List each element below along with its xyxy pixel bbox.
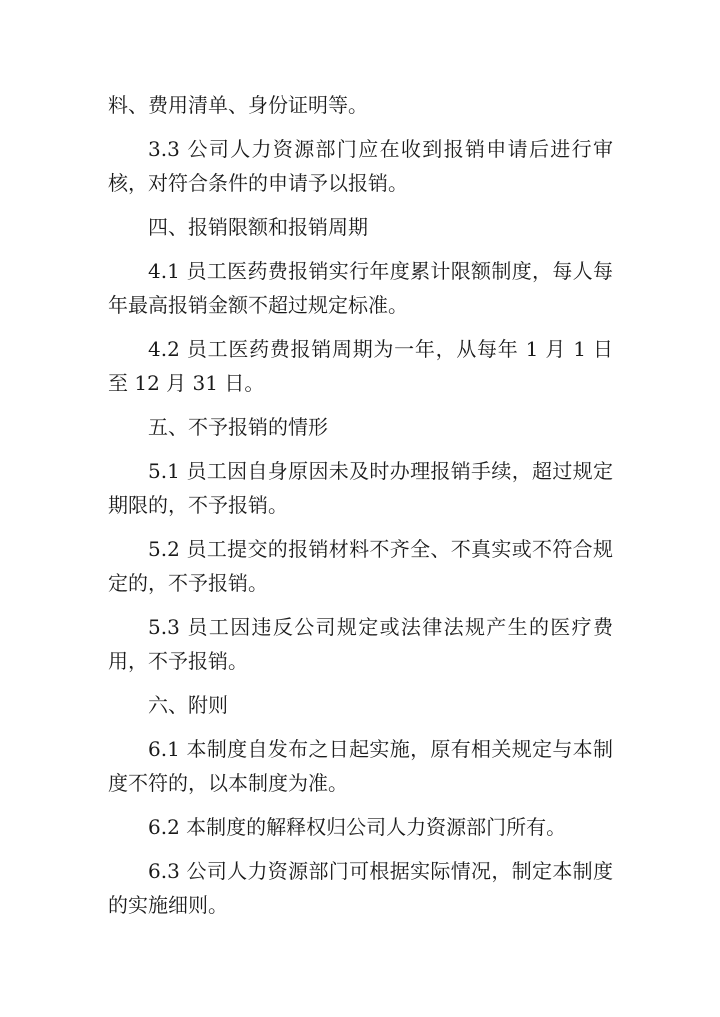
clause-5-3: 5.3 员工因违反公司规定或法律法规产生的医疗费用，不予报销。 (108, 615, 613, 673)
section-heading-4: 四、报销限额和报销周期 (148, 215, 368, 239)
paragraph-continuation: 料、费用清单、身份证明等。 (108, 93, 368, 117)
section-heading-5: 五、不予报销的情形 (148, 415, 328, 439)
clause-6-3: 6.3 公司人力资源部门可根据实际情况，制定本制度的实施细则。 (108, 859, 613, 917)
clause-4-1: 4.1 员工医药费报销实行年度累计限额制度，每人每年最高报销金额不超过规定标准。 (108, 259, 613, 317)
clause-6-1: 6.1 本制度自发布之日起实施，原有相关规定与本制度不符的，以本制度为准。 (108, 737, 613, 795)
clause-5-2: 5.2 员工提交的报销材料不齐全、不真实或不符合规定的，不予报销。 (108, 537, 613, 595)
clause-6-2: 6.2 本制度的解释权归公司人力资源部门所有。 (148, 815, 567, 839)
clause-3-3: 3.3 公司人力资源部门应在收到报销申请后进行审核，对符合条件的申请予以报销。 (108, 137, 613, 195)
clause-5-1: 5.1 员工因自身原因未及时办理报销手续，超过规定期限的，不予报销。 (108, 459, 613, 517)
clause-4-2: 4.2 员工医药费报销周期为一年，从每年 1 月 1 日至 12 月 31 日。 (108, 337, 613, 395)
document-body (108, 88, 613, 932)
section-heading-6: 六、附则 (148, 693, 228, 717)
